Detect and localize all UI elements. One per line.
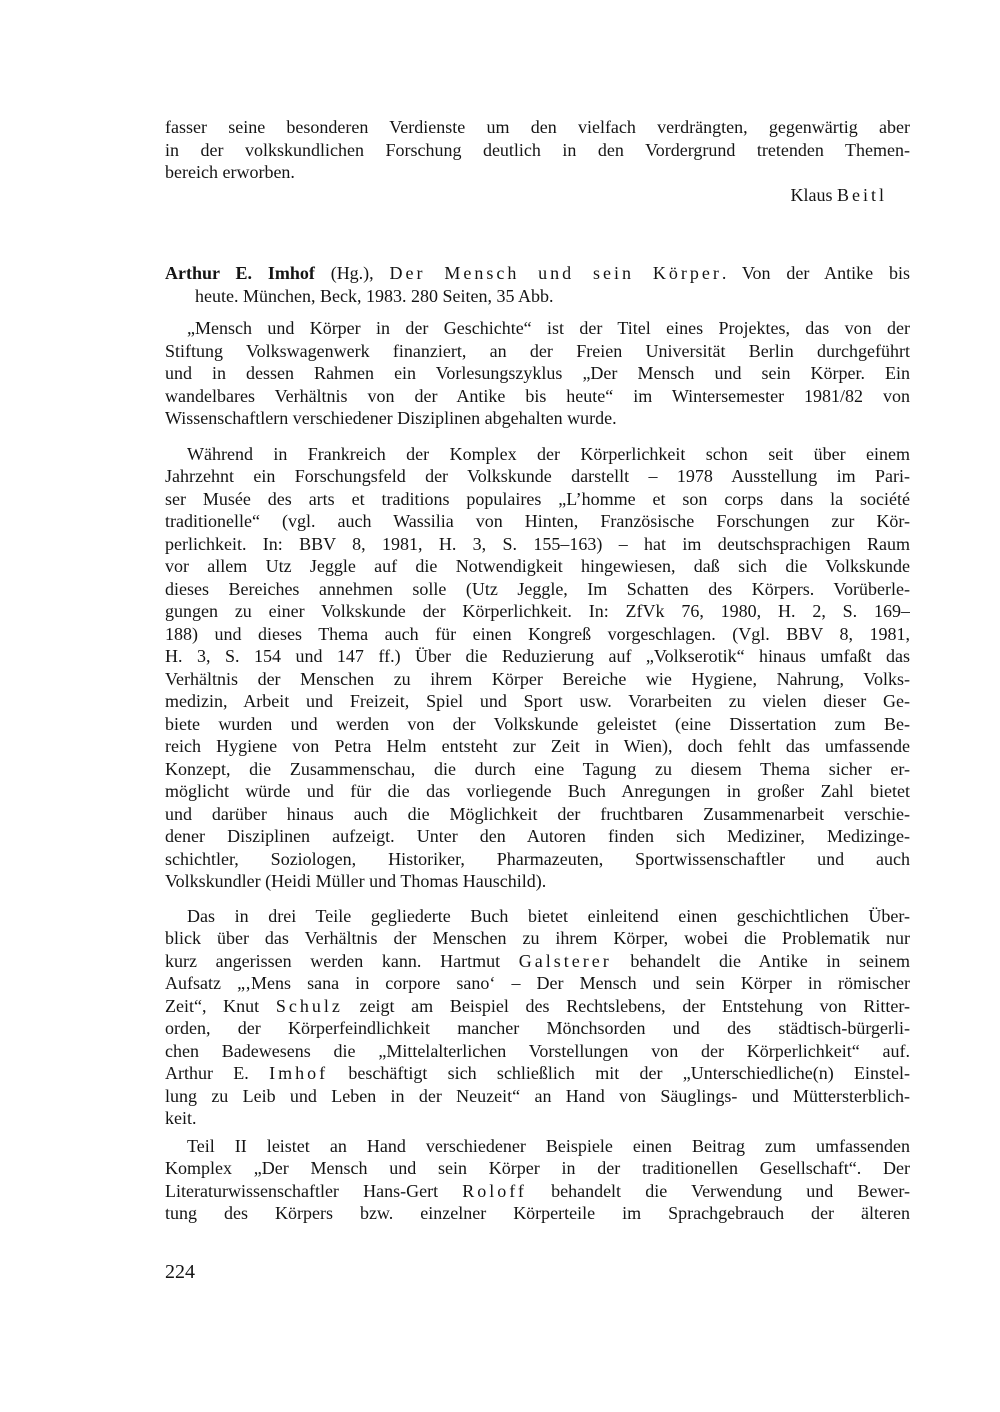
spaced-name: Der Mensch und sein Körper [389, 263, 722, 283]
text-line [165, 1157, 910, 1180]
para-part1 [165, 905, 910, 1130]
book-heading [165, 262, 910, 307]
spaced-name: Galsterer [518, 950, 612, 971]
text-run: Wissenschaftlern verschiedener Disziplinen abgehalten wurde. [165, 408, 617, 428]
text-run: biete wurden und werden von der Volkskunde geleistet (eine Dissertation zum Be- [165, 713, 910, 734]
signature [165, 184, 910, 207]
text-run: schichtler, Soziologen, Historiker, Pharmazeuten, Sportwissenschaftler und auch [165, 848, 910, 869]
text-line [165, 139, 910, 162]
text-run: Arthur E. [165, 1063, 270, 1083]
text-line [165, 645, 910, 668]
text-run: Aufsatz „‚Mens sana in corpore sano‘ – Der Mensch und sein Körper in römischer [165, 973, 910, 993]
spaced-name: Beitl [837, 184, 887, 205]
text-run: behandelt die Verwendung und Bewer- [526, 1180, 910, 1201]
text-line [165, 555, 910, 578]
text-run: beschäftigt sich schließlich mit der „Unterschiedliche(n) Einstel- [328, 1063, 910, 1083]
text-line [187, 443, 910, 466]
text-line [165, 262, 910, 285]
text-line [165, 803, 910, 826]
text-run: keit. [165, 1108, 197, 1128]
text-line [165, 600, 910, 623]
text-line [165, 1062, 910, 1085]
text-line [165, 1085, 910, 1108]
text-line [165, 488, 910, 511]
para-project [165, 317, 910, 430]
text-run: fasser seine besonderen Verdienste um den vielfach verdrängten, gegenwärtig aber [165, 117, 910, 137]
text-line [165, 668, 910, 691]
text-line [165, 184, 910, 207]
text-run: (Hg.), [314, 263, 390, 283]
text-run: Literaturwissenschaftler Hans-Gert [165, 1180, 463, 1201]
text-line [165, 825, 910, 848]
text-line [165, 927, 910, 950]
text-run: reich Hygiene von Petra Helm entsteht zur Zeit in Wien), doch fehlt das umfassende [165, 736, 910, 756]
text-run: Während in Frankreich der Komplex der Körperlichkeit schon seit über einem [187, 443, 910, 464]
text-run: und in dessen Rahmen ein Vorlesungszyklus „Der Mensch und sein Körper. Ein [165, 363, 910, 383]
text-line [165, 340, 910, 363]
text-run: Stiftung Volkswagenwerk finanziert, an der Freien Universität Berlin durchgeführt [165, 340, 910, 361]
text-line [165, 1202, 910, 1225]
text-line [165, 780, 910, 803]
page-number: 224 [165, 1261, 195, 1283]
text-run: ser Musée des arts et traditions populaires „L’homme et son corps dans la société [165, 488, 910, 509]
text-run: in der volkskundlichen Forschung deutlich in den Vordergrund tretenden Themen- [165, 139, 910, 160]
text-line [187, 317, 910, 340]
text-line [165, 161, 910, 184]
text-run: H. 3, S. 154 und 147 ff.) Über die Reduzierung auf „Volkserotik“ hinaus umfaßt das [165, 646, 910, 666]
para-carryover [165, 116, 910, 184]
text-run: orden, der Körperfeindlichkeit mancher Mönchsorden und des städtisch-bürgerli- [165, 1018, 910, 1038]
text-line [165, 1107, 910, 1130]
text-run: möglicht würde und für die das vorliegende Buch Anregungen in großer Zahl bietet [165, 781, 910, 801]
text-line [165, 735, 910, 758]
text-run: heute. München, Beck, 1983. 280 Seiten, 35 Abb. [195, 285, 554, 306]
spaced-name: Roloff [462, 1180, 527, 1201]
text-run: Teil II leistet an Hand verschiedener Beispiele einen Beitrag zum umfassenden [187, 1135, 910, 1156]
text-line [165, 510, 910, 533]
text-run: Klaus [790, 184, 837, 205]
text-line [165, 407, 910, 430]
text-run: chen Badewesens die „Mittelalterlichen Vorstellungen von der Körperlichkeit“ auf. [165, 1040, 910, 1061]
text-line [165, 713, 910, 736]
text-run: „Mensch und Körper in der Geschichte“ ist der Titel eines Projektes, das von der [187, 318, 910, 338]
text-run: vor allem Utz Jeggle auf die Notwendigkeit hingewiesen, daß sich die Volkskunde [165, 556, 910, 576]
text-line [165, 465, 910, 488]
para-part2 [165, 1135, 910, 1225]
text-line [195, 285, 910, 308]
text-run: . Von der Antike bis [721, 263, 910, 283]
text-line [165, 972, 910, 995]
text-line [165, 1040, 910, 1063]
page-text-column [165, 116, 910, 1225]
text-run: Verhältnis der Menschen zu ihrem Körper Bereiche wie Hygiene, Nahrung, Volks- [165, 668, 910, 689]
text-line [165, 578, 910, 601]
text-line [165, 1180, 910, 1203]
text-line [165, 870, 910, 893]
text-run: dener Disziplinen aufzeigt. Unter den Autoren finden sich Mediziner, Medizinge- [165, 826, 910, 846]
text-line [165, 950, 910, 973]
text-run: Volkskundler (Heidi Müller und Thomas Hauschild). [165, 871, 547, 891]
spaced-name: Imhof [269, 1063, 329, 1083]
text-run: traditionelle“ (vgl. auch Wassilia von Hinten, Französische Forschungen zur Kör- [165, 511, 910, 531]
text-run: wandelbares Verhältnis von der Antike bis heute“ im Wintersemester 1981/82 von [165, 385, 910, 406]
text-run: blick über das Verhältnis der Menschen zu ihrem Körper, wobei die Problematik nur [165, 928, 910, 948]
text-line [165, 848, 910, 871]
text-run: perlichkeit. In: BBV 8, 1981, H. 3, S. 155–163) – hat im deutschsprachigen Raum [165, 533, 910, 554]
text-line [165, 116, 910, 139]
text-run: Zeit“, Knut [165, 995, 276, 1016]
text-run: medizin, Arbeit und Freizeit, Spiel und Sport usw. Vorarbeiten zu vielen dieser Ge- [165, 691, 910, 711]
text-run: Jahrzehnt ein Forschungsfeld der Volkskunde darstellt – 1978 Ausstellung im Pari- [165, 466, 910, 486]
text-line [165, 533, 910, 556]
text-run: lung zu Leib und Leben in der Neuzeit“ an Hand von Säuglings- und Müttersterblich- [165, 1085, 910, 1106]
text-line [165, 690, 910, 713]
text-run: behandelt die Antike in seinem [611, 950, 910, 971]
text-line [165, 758, 910, 781]
text-line [165, 1017, 910, 1040]
text-run: zeigt am Beispiel des Rechtslebens, der Entstehung von Ritter- [342, 995, 910, 1016]
text-run: tung des Körpers bzw. einzelner Körperteile im Sprachgebrauch der älteren [165, 1203, 910, 1223]
text-run: Konzept, die Zusammenschau, die durch eine Tagung zu diesem Thema sicher er- [165, 758, 910, 779]
spaced-name: Schulz [275, 995, 343, 1016]
para-research [165, 443, 910, 893]
text-run: gungen zu einer Volkskunde der Körperlichkeit. In: ZfVk 76, 1980, H. 2, S. 169– [165, 601, 910, 621]
text-run: kurz angerissen werden kann. Hartmut [165, 950, 519, 971]
text-run: Das in drei Teile gegliederte Buch bietet einleitend einen geschichtlichen Über- [187, 905, 910, 926]
text-line [165, 623, 910, 646]
text-line [165, 995, 910, 1018]
text-run: 188) und dieses Thema auch für einen Kongreß vorgeschlagen. (Vgl. BBV 8, 1981, [165, 623, 910, 644]
text-line [187, 1135, 910, 1158]
editor-name: Arthur E. Imhof [165, 263, 315, 283]
text-line [165, 362, 910, 385]
text-line [187, 905, 910, 928]
text-run: und darüber hinaus auch die Möglichkeit der fruchtbaren Zusammenarbeit verschie- [165, 803, 910, 824]
text-run: bereich erworben. [165, 162, 295, 182]
text-line [165, 385, 910, 408]
text-run: dieses Bereiches annehmen solle (Utz Jeggle, Im Schatten des Körpers. Vorüberle- [165, 578, 910, 599]
text-run: Komplex „Der Mensch und sein Körper in der traditionellen Gesellschaft“. Der [165, 1158, 910, 1178]
